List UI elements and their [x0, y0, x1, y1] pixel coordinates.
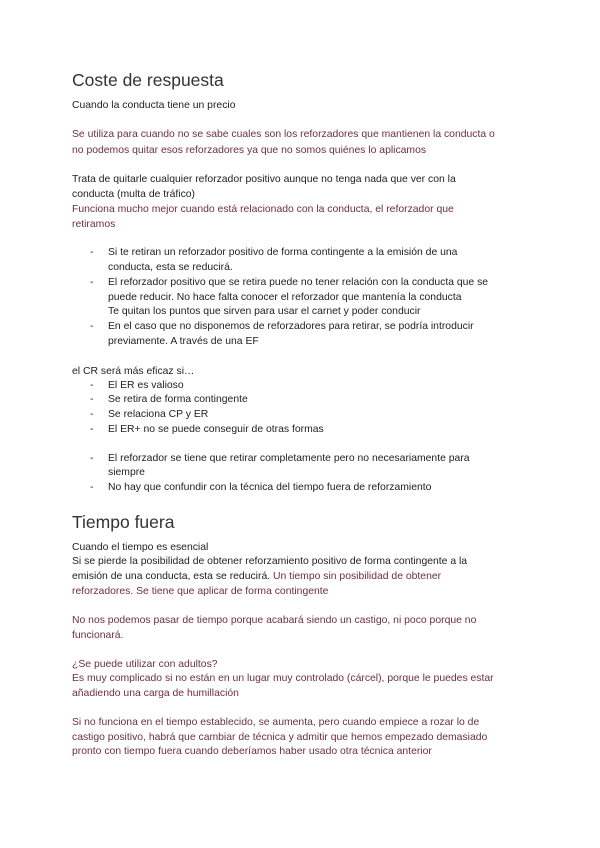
bullet-dash: -: [90, 321, 94, 332]
bullet-text: previamente. A través de una EF: [108, 336, 259, 347]
paragraph-line: castigo positivo, habrá que cambiar de técnica y admitir que hemos empezado demasiado: [72, 732, 488, 743]
section-title-coste: Coste de respuesta: [72, 70, 224, 90]
paragraph-line: Se utiliza para cuando no se sabe cuales son los reforzadores que mantienen la conducta o: [72, 129, 495, 140]
bullet-dash: -: [90, 409, 94, 420]
bullet-text: puede reducir. No hace falta conocer el reforzador que mantenía la conducta: [108, 292, 462, 303]
bullet-text: siempre: [108, 467, 145, 478]
bullet-dash: -: [90, 424, 94, 435]
bullet-text: El ER+ no se puede conseguir de otras formas: [108, 424, 324, 435]
paragraph-line: Si no funciona en el tiempo establecido, se aumenta, pero cuando empiece a rozar lo de: [72, 717, 480, 728]
paragraph-line: pronto con tiempo fuera cuando deberíamos haber usado otra técnica anterior: [72, 746, 432, 757]
paragraph-line: reforzadores. Se tiene que aplicar de forma contingente: [72, 586, 329, 597]
paragraph-span: emisión de una conducta, esta se reducirá.: [72, 571, 271, 582]
bullet-text: Se relaciona CP y ER: [108, 409, 209, 420]
paragraph-line-mixed: [72, 570, 441, 584]
bullet-text: Si te retiran un reforzador positivo de forma contingente a la emisión de una: [108, 247, 458, 258]
section-subtitle: Cuando la conducta tiene un precio: [72, 100, 236, 111]
paragraph-line: añadiendo una carga de humillación: [72, 688, 239, 699]
bullet-text: No hay que confundir con la técnica del tiempo fuera de reforzamiento: [108, 482, 432, 493]
bullet-text: Se retira de forma contingente: [108, 394, 248, 405]
bullet-dash: -: [90, 453, 94, 464]
bullet-text: conducta, esta se reducirá.: [108, 262, 233, 273]
cr-intro: el CR será más eficaz si…: [72, 366, 195, 377]
paragraph-line: funcionará.: [72, 630, 124, 641]
paragraph-span: Un tiempo sin posibilidad de obtener: [273, 571, 442, 582]
bullet-dash: -: [90, 247, 94, 258]
bullet-dash: -: [90, 394, 94, 405]
bullet-dash: -: [90, 482, 94, 493]
bullet-dash: -: [90, 277, 94, 288]
paragraph-line: conducta (multa de tráfico): [72, 189, 196, 200]
bullet-text: El reforzador se tiene que retirar completamente pero no necesariamente para: [108, 453, 470, 464]
section-title-tiempo: Tiempo fuera: [72, 512, 175, 532]
bullet-text: En el caso que no disponemos de reforzadores para retirar, se podría introducir: [108, 321, 474, 332]
paragraph-line: ¿Se puede utilizar con adultos?: [72, 659, 218, 670]
paragraph-line: no podemos quitar esos reforzadores ya que no somos quiénes lo aplicamos: [72, 145, 427, 156]
paragraph-line: Es muy complicado si no están en un lugar muy controlado (cárcel), porque le puedes estar: [72, 673, 494, 684]
bullet-text: Te quitan los puntos que sirven para usar el carnet y poder conducir: [108, 306, 421, 317]
paragraph-line: Si se pierde la posibilidad de obtener reforzamiento positivo de forma contingente a la: [72, 556, 468, 567]
paragraph-line: No nos podemos pasar de tiempo porque acabará siendo un castigo, ni poco porque no: [72, 615, 477, 626]
bullet-dash: -: [90, 380, 94, 391]
bullet-text: El reforzador positivo que se retira puede no tener relación con la conducta que se: [108, 277, 489, 288]
paragraph-line: Trata de quitarle cualquier reforzador positivo aunque no tenga nada que ver con la: [72, 174, 456, 185]
bullet-text: El ER es valioso: [108, 380, 184, 391]
paragraph-line: retiramos: [72, 219, 116, 230]
section-subtitle: Cuando el tiempo es esencial: [72, 542, 209, 553]
paragraph-line: Funciona mucho mejor cuando está relacionado con la conducta, el reforzador que: [72, 204, 454, 215]
